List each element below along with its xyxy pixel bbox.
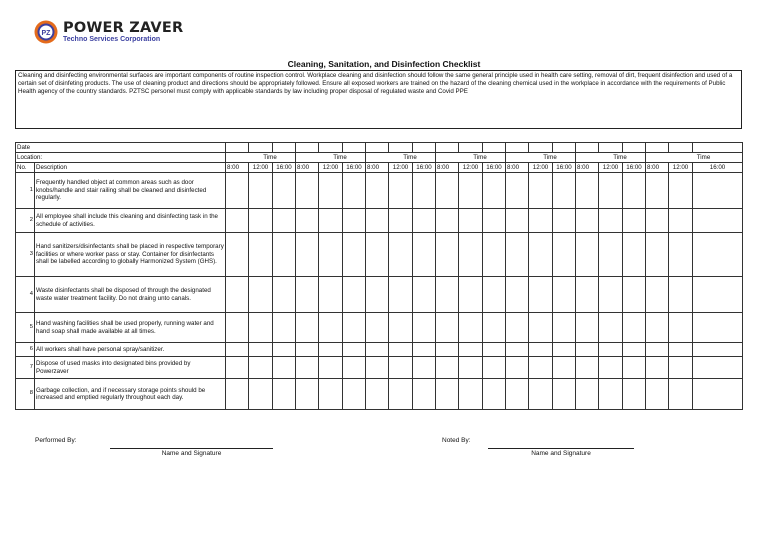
- check-cell[interactable]: [459, 379, 483, 410]
- check-cell[interactable]: [646, 379, 669, 410]
- check-cell[interactable]: [273, 357, 296, 379]
- check-cell[interactable]: [413, 277, 436, 313]
- check-cell[interactable]: [623, 379, 646, 410]
- performed-by-caption: Name and Signature: [161, 450, 222, 457]
- check-cell[interactable]: [389, 313, 413, 343]
- check-cell[interactable]: [669, 343, 693, 357]
- check-cell[interactable]: [366, 313, 389, 343]
- check-cell[interactable]: [646, 209, 669, 233]
- item-description: Waste disinfectants shall be disposed of through the designated waste water treatment facility. Do not draing unto canals.: [35, 277, 226, 313]
- check-cell[interactable]: [693, 313, 743, 343]
- check-cell[interactable]: [319, 343, 343, 357]
- check-cell[interactable]: [436, 233, 459, 277]
- check-cell[interactable]: [436, 277, 459, 313]
- check-cell[interactable]: [366, 379, 389, 410]
- check-cell[interactable]: [249, 343, 273, 357]
- date-cell[interactable]: [693, 143, 743, 153]
- check-cell[interactable]: [249, 357, 273, 379]
- check-cell[interactable]: [599, 357, 623, 379]
- checklist-row: [16, 379, 743, 410]
- check-cell[interactable]: [693, 209, 743, 233]
- location-label: Location:: [16, 153, 226, 163]
- check-cell[interactable]: [343, 277, 366, 313]
- check-cell[interactable]: [249, 379, 273, 410]
- check-cell[interactable]: [646, 313, 669, 343]
- check-cell[interactable]: [599, 233, 623, 277]
- time-slot-header: 16:00: [623, 163, 646, 173]
- check-cell[interactable]: [553, 357, 576, 379]
- check-cell[interactable]: [296, 277, 319, 313]
- check-cell[interactable]: [296, 379, 319, 410]
- check-cell[interactable]: [623, 343, 646, 357]
- check-cell[interactable]: [529, 357, 553, 379]
- check-cell[interactable]: [389, 277, 413, 313]
- check-cell[interactable]: [319, 379, 343, 410]
- date-cell[interactable]: [529, 143, 553, 153]
- date-cell[interactable]: [623, 143, 646, 153]
- check-cell[interactable]: [319, 357, 343, 379]
- no-header: No.: [16, 163, 35, 173]
- time-label: Time: [436, 153, 506, 163]
- time-slot-header: 8:00: [436, 163, 459, 173]
- check-cell[interactable]: [343, 313, 366, 343]
- check-cell[interactable]: [366, 277, 389, 313]
- date-cell[interactable]: [669, 143, 693, 153]
- check-cell[interactable]: [459, 209, 483, 233]
- document-title: Cleaning, Sanitation, and Disinfection Checklist: [287, 59, 481, 69]
- check-cell[interactable]: [483, 277, 506, 313]
- check-cell[interactable]: [529, 233, 553, 277]
- check-cell[interactable]: [669, 233, 693, 277]
- check-cell[interactable]: [669, 209, 693, 233]
- check-cell[interactable]: [436, 379, 459, 410]
- noted-by-label: Noted By:: [442, 437, 471, 444]
- date-row: [16, 143, 743, 153]
- check-cell[interactable]: [343, 343, 366, 357]
- checklist-row: [16, 209, 743, 233]
- check-cell[interactable]: [623, 277, 646, 313]
- time-slot-header: 12:00: [389, 163, 413, 173]
- check-cell[interactable]: [296, 343, 319, 357]
- check-cell[interactable]: [623, 209, 646, 233]
- item-number: 3: [16, 233, 35, 277]
- item-number: 7: [16, 357, 35, 379]
- column-header-row: [16, 163, 743, 173]
- time-slot-header: 16:00: [483, 163, 506, 173]
- checklist-row: [16, 313, 743, 343]
- item-description: Hand washing facilities shall be used properly, running water and hand soap shall made available at all times.: [35, 313, 226, 343]
- check-cell[interactable]: [553, 233, 576, 277]
- check-cell[interactable]: [319, 173, 343, 209]
- check-cell[interactable]: [529, 379, 553, 410]
- check-cell[interactable]: [413, 233, 436, 277]
- check-cell[interactable]: [366, 233, 389, 277]
- check-cell[interactable]: [669, 313, 693, 343]
- check-cell[interactable]: [226, 173, 249, 209]
- location-row: [16, 153, 743, 163]
- check-cell[interactable]: [529, 209, 553, 233]
- check-cell[interactable]: [576, 233, 599, 277]
- time-slot-header: 12:00: [249, 163, 273, 173]
- check-cell[interactable]: [506, 209, 529, 233]
- check-cell[interactable]: [576, 357, 599, 379]
- item-number: 2: [16, 209, 35, 233]
- check-cell[interactable]: [296, 173, 319, 209]
- checklist-row: [16, 343, 743, 357]
- check-cell[interactable]: [506, 379, 529, 410]
- time-slot-header: 12:00: [599, 163, 623, 173]
- time-label: Time: [366, 153, 436, 163]
- check-cell[interactable]: [553, 209, 576, 233]
- check-cell[interactable]: [343, 209, 366, 233]
- date-cell[interactable]: [343, 143, 366, 153]
- date-label: Date: [16, 143, 226, 153]
- time-label: Time: [296, 153, 366, 163]
- check-cell[interactable]: [646, 173, 669, 209]
- check-cell[interactable]: [366, 173, 389, 209]
- check-cell[interactable]: [249, 277, 273, 313]
- check-cell[interactable]: [506, 233, 529, 277]
- check-cell[interactable]: [389, 209, 413, 233]
- check-cell[interactable]: [669, 277, 693, 313]
- check-cell[interactable]: [599, 343, 623, 357]
- date-cell[interactable]: [296, 143, 319, 153]
- check-cell[interactable]: [553, 313, 576, 343]
- date-cell[interactable]: [436, 143, 459, 153]
- intro-paragraph: Cleaning and disinfecting environmental surfaces are important components of routine inspection control. Workplace cleaning and disinfection should follow the same general principle used in health care setting, removal of dirt, frequent disinfection and used of a certain set of disinfeting products. The use of cleaning product and directions should be appropriately followed. Ensure all exposed workers are trained on the hazard of the cleaning chemical used in the workplace in accordance with the requirements of Public Health agency of the country standards. PZTSC personel must comply with applicable standards by law including proper disposal of regulated waste and Covid PPE: [15, 70, 742, 129]
- check-cell[interactable]: [693, 233, 743, 277]
- check-cell[interactable]: [343, 357, 366, 379]
- check-cell[interactable]: [623, 233, 646, 277]
- check-cell[interactable]: [506, 277, 529, 313]
- check-cell[interactable]: [389, 379, 413, 410]
- check-cell[interactable]: [529, 343, 553, 357]
- checklist-table: [15, 142, 743, 410]
- noted-by-caption: Name and Signature: [531, 450, 591, 457]
- item-number: 1: [16, 173, 35, 209]
- check-cell[interactable]: [576, 343, 599, 357]
- check-cell[interactable]: [459, 357, 483, 379]
- company-logo: [34, 20, 58, 44]
- check-cell[interactable]: [366, 343, 389, 357]
- check-cell[interactable]: [226, 233, 249, 277]
- check-cell[interactable]: [296, 313, 319, 343]
- check-cell[interactable]: [623, 313, 646, 343]
- date-cell[interactable]: [599, 143, 623, 153]
- check-cell[interactable]: [249, 173, 273, 209]
- check-cell[interactable]: [249, 209, 273, 233]
- time-slot-header: 12:00: [669, 163, 693, 173]
- check-cell[interactable]: [296, 209, 319, 233]
- check-cell[interactable]: [413, 173, 436, 209]
- check-cell[interactable]: [343, 233, 366, 277]
- check-cell[interactable]: [436, 173, 459, 209]
- time-slot-header: 8:00: [366, 163, 389, 173]
- check-cell[interactable]: [599, 277, 623, 313]
- check-cell[interactable]: [483, 379, 506, 410]
- date-cell[interactable]: [459, 143, 483, 153]
- check-cell[interactable]: [506, 313, 529, 343]
- check-cell[interactable]: [459, 313, 483, 343]
- item-description: Garbage collection, and if necessary storage points should be increased and emptied regularly throughout each day.: [35, 379, 226, 410]
- check-cell[interactable]: [599, 173, 623, 209]
- performed-by-label: Performed By:: [35, 437, 77, 444]
- performed-by-signature-line[interactable]: [110, 448, 273, 449]
- time-slot-header: 8:00: [296, 163, 319, 173]
- check-cell[interactable]: [576, 379, 599, 410]
- check-cell[interactable]: [226, 357, 249, 379]
- item-number: 6: [16, 343, 35, 357]
- check-cell[interactable]: [529, 277, 553, 313]
- check-cell[interactable]: [623, 357, 646, 379]
- company-name: POWER ZAVER: [63, 20, 184, 36]
- check-cell[interactable]: [576, 173, 599, 209]
- check-cell[interactable]: [366, 209, 389, 233]
- check-cell[interactable]: [459, 233, 483, 277]
- time-slot-header: 8:00: [506, 163, 529, 173]
- check-cell[interactable]: [483, 173, 506, 209]
- check-cell[interactable]: [436, 313, 459, 343]
- check-cell[interactable]: [506, 343, 529, 357]
- date-cell[interactable]: [226, 143, 249, 153]
- check-cell[interactable]: [226, 313, 249, 343]
- time-slot-header: 8:00: [226, 163, 249, 173]
- check-cell[interactable]: [389, 357, 413, 379]
- time-slot-header: 16:00: [553, 163, 576, 173]
- checklist-row: [16, 233, 743, 277]
- time-slot-header: 8:00: [646, 163, 669, 173]
- check-cell[interactable]: [529, 313, 553, 343]
- check-cell[interactable]: [483, 343, 506, 357]
- check-cell[interactable]: [343, 173, 366, 209]
- check-cell[interactable]: [483, 357, 506, 379]
- check-cell[interactable]: [436, 357, 459, 379]
- noted-by-signature-line[interactable]: [488, 448, 634, 449]
- check-cell[interactable]: [669, 379, 693, 410]
- check-cell[interactable]: [413, 343, 436, 357]
- check-cell[interactable]: [693, 173, 743, 209]
- date-cell[interactable]: [506, 143, 529, 153]
- date-cell[interactable]: [249, 143, 273, 153]
- check-cell[interactable]: [669, 357, 693, 379]
- check-cell[interactable]: [599, 379, 623, 410]
- check-cell[interactable]: [389, 233, 413, 277]
- item-number: 5: [16, 313, 35, 343]
- item-number: 4: [16, 277, 35, 313]
- date-cell[interactable]: [273, 143, 296, 153]
- check-cell[interactable]: [459, 343, 483, 357]
- check-cell[interactable]: [553, 277, 576, 313]
- check-cell[interactable]: [366, 357, 389, 379]
- brand: [63, 20, 183, 44]
- check-cell[interactable]: [413, 313, 436, 343]
- time-slot-header: 16:00: [273, 163, 296, 173]
- check-cell[interactable]: [483, 233, 506, 277]
- check-cell[interactable]: [226, 379, 249, 410]
- check-cell[interactable]: [413, 379, 436, 410]
- check-cell[interactable]: [646, 343, 669, 357]
- check-cell[interactable]: [693, 277, 743, 313]
- check-cell[interactable]: [226, 277, 249, 313]
- time-slot-header: 8:00: [576, 163, 599, 173]
- checklist-row: [16, 277, 743, 313]
- time-slot-header: 16:00: [413, 163, 436, 173]
- item-description: All workers shall have personal spray/sanitizer.: [35, 343, 226, 357]
- date-cell[interactable]: [553, 143, 576, 153]
- check-cell[interactable]: [646, 233, 669, 277]
- check-cell[interactable]: [576, 277, 599, 313]
- check-cell[interactable]: [553, 173, 576, 209]
- date-cell[interactable]: [646, 143, 669, 153]
- check-cell[interactable]: [599, 209, 623, 233]
- time-slot-header: 12:00: [459, 163, 483, 173]
- time-slot-header: 16:00: [693, 163, 743, 173]
- check-cell[interactable]: [436, 209, 459, 233]
- check-cell[interactable]: [273, 379, 296, 410]
- item-description: Frequently handled object at common areas such as door knobs/handle and stair railing shall be cleaned and disinfected regularly.: [35, 173, 226, 209]
- check-cell[interactable]: [296, 233, 319, 277]
- time-slot-header: 16:00: [343, 163, 366, 173]
- check-cell[interactable]: [669, 173, 693, 209]
- item-description: Hand sanitizers/disinfectants shall be placed in respective temporary facilities or where worker pass or stay. Container for disinfectants shall be labelled according to globally Harmonized System (GHS).: [35, 233, 226, 277]
- check-cell[interactable]: [599, 313, 623, 343]
- check-cell[interactable]: [646, 357, 669, 379]
- checklist-row: [16, 173, 743, 209]
- time-slot-header: 12:00: [529, 163, 553, 173]
- date-cell[interactable]: [319, 143, 343, 153]
- check-cell[interactable]: [529, 173, 553, 209]
- date-cell[interactable]: [483, 143, 506, 153]
- check-cell[interactable]: [459, 277, 483, 313]
- date-cell[interactable]: [576, 143, 599, 153]
- check-cell[interactable]: [413, 209, 436, 233]
- check-cell[interactable]: [693, 379, 743, 410]
- check-cell[interactable]: [249, 233, 273, 277]
- check-cell[interactable]: [249, 313, 273, 343]
- check-cell[interactable]: [319, 313, 343, 343]
- check-cell[interactable]: [576, 313, 599, 343]
- check-cell[interactable]: [483, 313, 506, 343]
- item-description: All employee shall include this cleaning and disinfecting task in the schedule of activities.: [35, 209, 226, 233]
- check-cell[interactable]: [693, 343, 743, 357]
- checklist-row: [16, 357, 743, 379]
- check-cell[interactable]: [273, 173, 296, 209]
- check-cell[interactable]: [646, 277, 669, 313]
- logo-text: PZ: [41, 29, 51, 37]
- check-cell[interactable]: [226, 343, 249, 357]
- check-cell[interactable]: [506, 357, 529, 379]
- check-cell[interactable]: [436, 343, 459, 357]
- time-label: Time: [576, 153, 646, 163]
- check-cell[interactable]: [576, 209, 599, 233]
- check-cell[interactable]: [693, 357, 743, 379]
- date-cell[interactable]: [366, 143, 389, 153]
- check-cell[interactable]: [319, 277, 343, 313]
- item-number: 8: [16, 379, 35, 410]
- time-label: Time: [506, 153, 576, 163]
- check-cell[interactable]: [389, 343, 413, 357]
- item-description: Dispose of used masks into designated bins provided by Powerzaver: [35, 357, 226, 379]
- check-cell[interactable]: [273, 313, 296, 343]
- company-subtitle: Techno Services Corporation: [63, 36, 161, 43]
- check-cell[interactable]: [273, 343, 296, 357]
- check-cell[interactable]: [273, 233, 296, 277]
- check-cell[interactable]: [506, 173, 529, 209]
- check-cell[interactable]: [553, 379, 576, 410]
- check-cell[interactable]: [459, 173, 483, 209]
- check-cell[interactable]: [273, 277, 296, 313]
- check-cell[interactable]: [413, 357, 436, 379]
- time-slot-header: 12:00: [319, 163, 343, 173]
- date-cell[interactable]: [413, 143, 436, 153]
- check-cell[interactable]: [319, 233, 343, 277]
- check-cell[interactable]: [319, 209, 343, 233]
- check-cell[interactable]: [553, 343, 576, 357]
- time-label: Time: [646, 153, 743, 163]
- check-cell[interactable]: [273, 209, 296, 233]
- check-cell[interactable]: [389, 173, 413, 209]
- time-label: Time: [226, 153, 296, 163]
- check-cell[interactable]: [483, 209, 506, 233]
- check-cell[interactable]: [623, 173, 646, 209]
- description-header: Description: [35, 163, 226, 173]
- check-cell[interactable]: [226, 209, 249, 233]
- check-cell[interactable]: [343, 379, 366, 410]
- check-cell[interactable]: [296, 357, 319, 379]
- date-cell[interactable]: [389, 143, 413, 153]
